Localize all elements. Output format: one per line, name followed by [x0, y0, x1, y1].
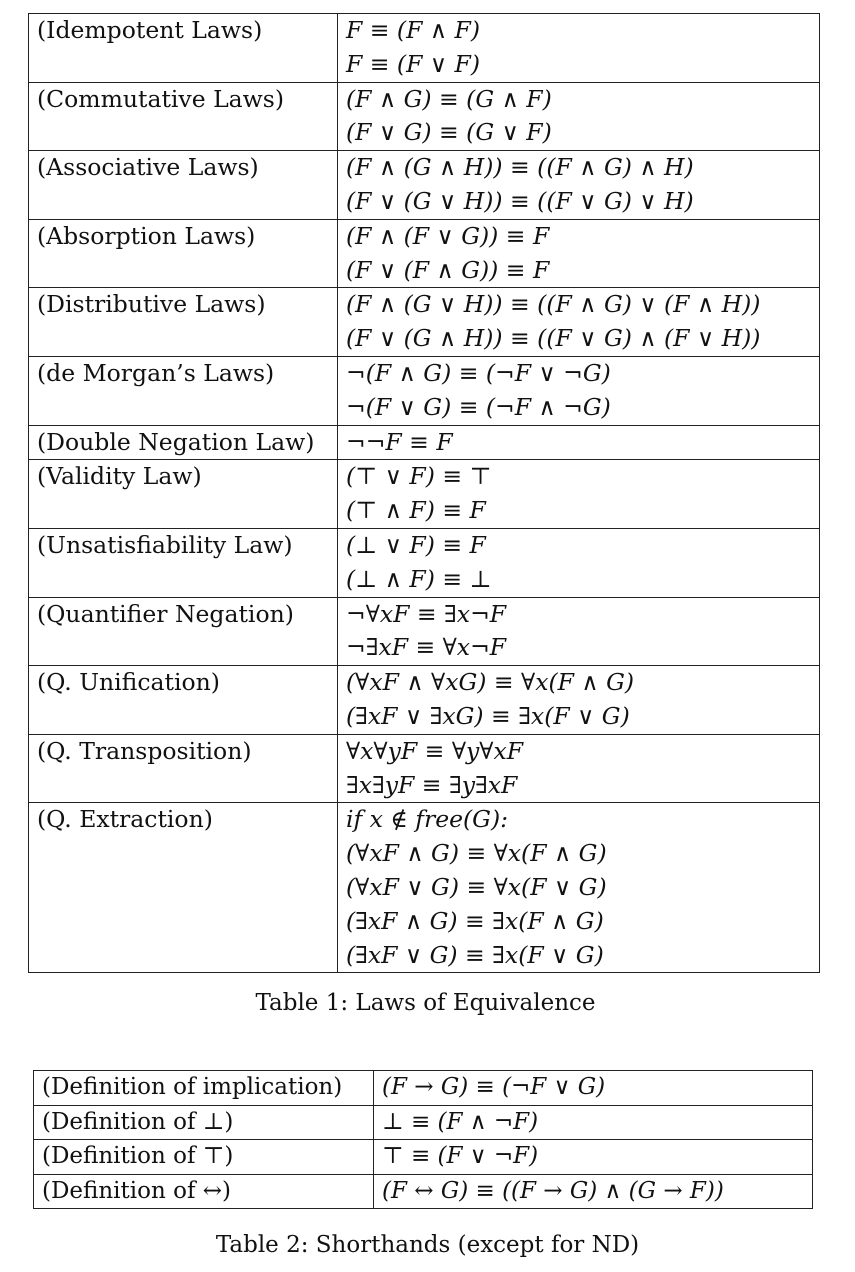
formula: (F ∨ G) ≡ (G ∨ F): [346, 118, 552, 147]
formula-cell: [338, 425, 820, 460]
law-name: (Quantifier Negation): [37, 599, 294, 628]
law-name-cell: [29, 356, 338, 425]
table-row: [29, 734, 820, 803]
law-name-cell: [29, 803, 338, 973]
law-name: (Distributive Laws): [37, 290, 266, 319]
formula: (⊤ ∨ F) ≡ ⊤: [346, 462, 492, 491]
law-name-cell: [29, 288, 338, 357]
formula: ¬¬F ≡ F: [346, 427, 453, 456]
formula: ∃x∃yF ≡ ∃y∃xF: [346, 770, 518, 799]
formula: (F ∧ G) ≡ (G ∧ F): [346, 84, 552, 113]
law-name: (Absorption Laws): [37, 221, 256, 250]
table1-caption: Table 1: Laws of Equivalence: [255, 990, 596, 1016]
table-row: [29, 82, 820, 151]
law-name: (de Morgan’s Laws): [37, 358, 275, 387]
formula: ∀x∀yF ≡ ∀y∀xF: [346, 736, 524, 765]
law-name: (Unsatisfiability Law): [37, 530, 293, 559]
law-name: (Commutative Laws): [37, 84, 285, 113]
formula: ¬∀xF ≡ ∃x¬F: [346, 599, 507, 628]
shorthands-table: [33, 1070, 813, 1209]
law-name-cell: [29, 666, 338, 735]
law-name: (Validity Law): [37, 462, 202, 491]
law-name-cell: [29, 460, 338, 529]
formula-cell: [338, 14, 820, 83]
table-row: [34, 1071, 813, 1106]
formula: ¬∃xF ≡ ∀x¬F: [346, 633, 507, 662]
formula: ⊤ ≡ (F ∨ ¬F): [382, 1143, 539, 1169]
formula-cell: [338, 288, 820, 357]
formula: (F ∨ (G ∨ H)) ≡ ((F ∨ G) ∨ H): [346, 186, 694, 215]
law-name: (Q. Unification): [37, 668, 220, 697]
formula: ¬(F ∨ G) ≡ (¬F ∧ ¬G): [346, 392, 611, 421]
law-name: (Q. Transposition): [37, 736, 252, 765]
law-name: (Associative Laws): [37, 153, 259, 182]
formula: (F ∨ (F ∧ G)) ≡ F: [346, 255, 550, 284]
formula-cell: [374, 1105, 813, 1140]
table-row: [29, 425, 820, 460]
formula: (F ∧ (G ∧ H)) ≡ ((F ∧ G) ∧ H): [346, 153, 694, 182]
formula-cell: [338, 82, 820, 151]
table-row: [29, 597, 820, 666]
formula: ⊥ ≡ (F ∧ ¬F): [382, 1108, 539, 1135]
table-row: [29, 288, 820, 357]
law-name: (Definition of implication): [42, 1074, 343, 1100]
table-row: [34, 1174, 813, 1209]
formula-cell: [374, 1174, 813, 1209]
formula-cell: [338, 356, 820, 425]
law-name: (Idempotent Laws): [37, 16, 263, 44]
formula: (∀xF ∧ ∀xG) ≡ ∀x(F ∧ G): [346, 668, 635, 697]
table-row: [34, 1105, 813, 1140]
formula: (⊥ ∧ F) ≡ ⊥: [346, 564, 492, 593]
laws-of-equivalence-table: [28, 13, 820, 973]
table-row: [29, 219, 820, 288]
formula: (∃xF ∧ G) ≡ ∃x(F ∧ G): [346, 906, 604, 935]
formula-cell: [338, 803, 820, 973]
formula: (F → G) ≡ (¬F ∨ G): [382, 1074, 606, 1100]
formula: (⊥ ∨ F) ≡ F: [346, 530, 486, 559]
table-row: [29, 356, 820, 425]
formula: F ≡ (F ∧ F): [346, 16, 481, 44]
formula-cell: [338, 460, 820, 529]
law-name-cell: [34, 1105, 374, 1140]
formula: (F ↔ G) ≡ ((F → G) ∧ (G → F)): [382, 1177, 724, 1204]
table-row: [29, 14, 820, 83]
table-row: [29, 460, 820, 529]
table-row: [34, 1140, 813, 1175]
table2-caption: Table 2: Shorthands (except for ND): [215, 1232, 640, 1258]
formula-cell: [338, 597, 820, 666]
formula: (F ∨ (G ∧ H)) ≡ ((F ∨ G) ∧ (F ∨ H)): [346, 324, 761, 353]
formula-cell: [338, 151, 820, 220]
formula: (∃xF ∨ G) ≡ ∃x(F ∨ G): [346, 940, 604, 969]
formula-cell: [338, 734, 820, 803]
law-name-cell: [29, 151, 338, 220]
formula: ¬(F ∧ G) ≡ (¬F ∨ ¬G): [346, 358, 611, 387]
formula: (F ∧ (F ∨ G)) ≡ F: [346, 221, 550, 250]
formula: F ≡ (F ∨ F): [346, 49, 481, 78]
law-name: (Q. Extraction): [37, 805, 213, 834]
formula: (∀xF ∧ G) ≡ ∀x(F ∧ G): [346, 839, 607, 868]
formula-cell: [338, 528, 820, 597]
formula-cell: [374, 1071, 813, 1106]
formula: if x ∉ free(G):: [346, 805, 509, 834]
formula: (F ∧ (G ∨ H)) ≡ ((F ∧ G) ∨ (F ∧ H)): [346, 290, 761, 319]
formula-cell: [338, 219, 820, 288]
law-name-cell: [29, 219, 338, 288]
law-name-cell: [34, 1071, 374, 1106]
law-name-cell: [29, 597, 338, 666]
law-name: (Definition of ↔): [42, 1177, 232, 1204]
law-name: (Definition of ⊥): [42, 1108, 234, 1135]
law-name-cell: [29, 82, 338, 151]
table-row: [29, 528, 820, 597]
formula: (∃xF ∨ ∃xG) ≡ ∃x(F ∨ G): [346, 701, 630, 730]
law-name-cell: [29, 425, 338, 460]
law-name-cell: [29, 734, 338, 803]
formula-cell: [338, 666, 820, 735]
table-row: [29, 151, 820, 220]
formula: (⊤ ∧ F) ≡ F: [346, 496, 486, 525]
law-name-cell: [34, 1140, 374, 1175]
law-name: (Double Negation Law): [37, 427, 315, 456]
law-name-cell: [29, 528, 338, 597]
table-row: [29, 666, 820, 735]
law-name-cell: [34, 1174, 374, 1209]
law-name-cell: [29, 14, 338, 83]
law-name: (Definition of ⊤): [42, 1143, 234, 1169]
formula: (∀xF ∨ G) ≡ ∀x(F ∨ G): [346, 872, 607, 901]
formula-cell: [374, 1140, 813, 1175]
table-row: [29, 803, 820, 973]
